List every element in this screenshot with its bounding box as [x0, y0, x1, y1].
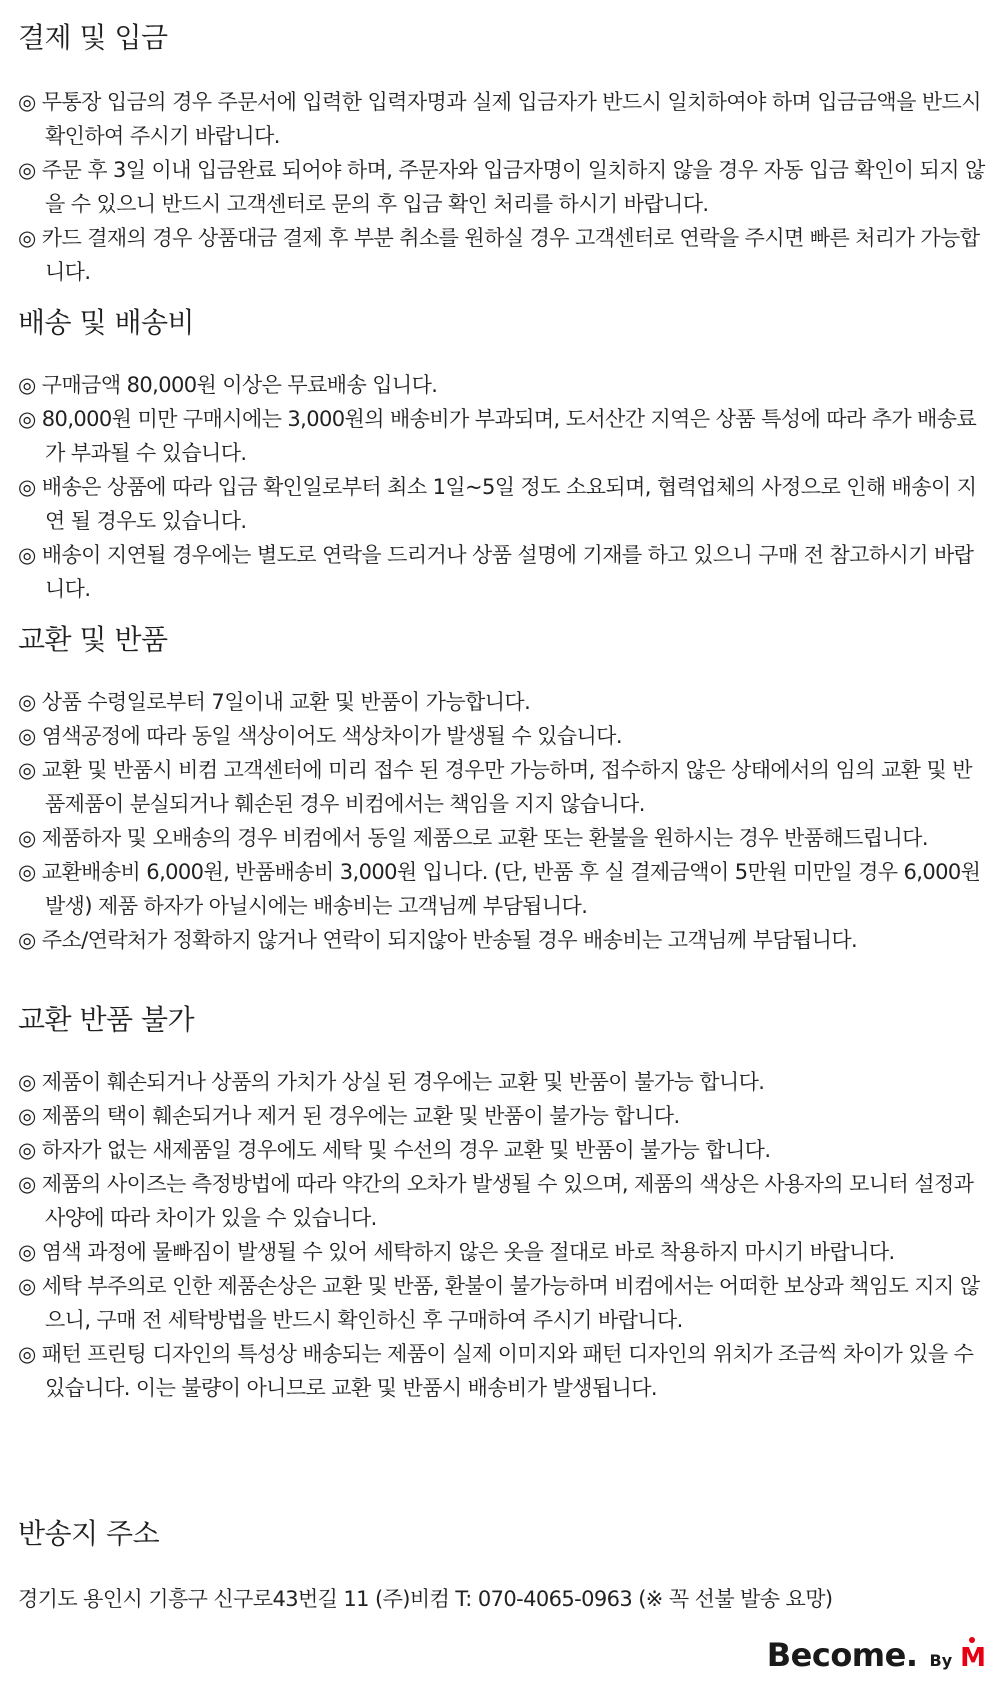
section-payment [18, 20, 986, 284]
section-no-exchange [18, 1002, 986, 1400]
section-exchange [18, 622, 986, 952]
exchange-list [18, 685, 986, 957]
brand-by-text: By [929, 1651, 953, 1670]
list-item: ◎ 제품의 사이즈는 측정방법에 따라 약간의 오차가 발생될 수 있으며, 제품의 색상은 사용자의 모니터 설정과 사양에 따라 차이가 있을 수 있습니다. [18, 1172, 974, 1230]
list-item: ◎ 상품 수령일로부터 7일이내 교환 및 반품이 가능합니다. [18, 690, 531, 714]
section-title-exchange: 교환 및 반품 [18, 623, 168, 656]
section-title-payment: 결제 및 입금 [18, 21, 168, 54]
section-title-no-exchange: 교환 반품 불가 [18, 1003, 195, 1036]
brand-name: Become. [766, 1636, 918, 1674]
list-item: ◎ 주소/연락처가 정확하지 않거나 연락이 되지않아 반송될 경우 배송비는 고객님께 부담됩니다. [18, 928, 858, 952]
section-shipping [18, 305, 986, 601]
list-item: ◎ 무통장 입금의 경우 주문서에 입력한 입력자명과 실제 입금자가 반드시 일치하여야 하며 입금금액을 반드시 확인하여 주시기 바랍니다. [18, 90, 981, 148]
list-item: ◎ 교환 및 반품시 비컴 고객센터에 미리 접수 된 경우만 가능하며, 접수하지 않은 상태에서의 임의 교환 및 반품제품이 분실되거나 훼손된 경우 비컴에서는 책임을 지지 않습니다. [18, 758, 972, 816]
shipping-list [18, 368, 986, 606]
list-item: ◎ 제품하자 및 오배송의 경우 비컴에서 동일 제품으로 교환 또는 환불을 원하시는 경우 반품해드립니다. [18, 826, 928, 850]
list-item: ◎ 하자가 없는 새제품일 경우에도 세탁 및 수선의 경우 교환 및 반품이 불가능 합니다. [18, 1138, 771, 1162]
list-item: ◎ 염색 과정에 물빠짐이 발생될 수 있어 세탁하지 않은 옷을 절대로 바로 착용하지 마시기 바랍니다. [18, 1240, 895, 1264]
section-title-shipping: 배송 및 배송비 [18, 306, 195, 339]
no-exchange-list [18, 1065, 986, 1405]
list-item: ◎ 제품이 훼손되거나 상품의 가치가 상실 된 경우에는 교환 및 반품이 불가능 합니다. [18, 1070, 765, 1094]
list-item: ◎ 80,000원 미만 구매시에는 3,000원의 배송비가 부과되며, 도서산간 지역은 상품 특성에 따라 추가 배송료가 부과될 수 있습니다. [18, 407, 977, 465]
brand-logo [767, 1636, 986, 1676]
list-item: ◎ 배송은 상품에 따라 입금 확인일로부터 최소 1일~5일 정도 소요되며, 협력업체의 사정으로 인해 배송이 지연 될 경우도 있습니다. [18, 475, 977, 533]
brand-mark-letter: M [960, 1643, 986, 1673]
section-return-address [18, 1516, 986, 1552]
list-item: ◎ 제품의 택이 훼손되거나 제거 된 경우에는 교환 및 반품이 불가능 합니다. [18, 1104, 680, 1128]
list-item: ◎ 세탁 부주의로 인한 제품손상은 교환 및 반품, 환불이 불가능하며 비컴에서는 어떠한 보상과 책임도 지지 않으니, 구매 전 세탁방법을 반드시 확인하신 후 구매하여 주시기 바랍니다. [18, 1274, 980, 1332]
list-item: ◎ 주문 후 3일 이내 입금완료 되어야 하며, 주문자와 입금자명이 일치하지 않을 경우 자동 입금 확인이 되지 않을 수 있으니 반드시 고객센터로 문의 후 입금 확인 처리를 하시기 바랍니다. [18, 158, 985, 216]
list-item: ◎ 카드 결재의 경우 상품대금 결제 후 부분 취소를 원하실 경우 고객센터로 연락을 주시면 빠른 처리가 가능합니다. [18, 226, 980, 284]
section-title-return-address: 반송지 주소 [18, 1517, 160, 1550]
list-item: ◎ 패턴 프린팅 디자인의 특성상 배송되는 제품이 실제 이미지와 패턴 디자인의 위치가 조금씩 차이가 있을 수 있습니다. 이는 불량이 아니므로 교환 및 반품시 배송비가 발생됩니다. [18, 1342, 974, 1400]
return-address-text: 경기도 용인시 기흥구 신구로43번길 11 (주)비컴 T: 070-4065-0963 (※ 꼭 선불 발송 요망) [18, 1587, 833, 1611]
list-item: ◎ 구매금액 80,000원 이상은 무료배송 입니다. [18, 373, 438, 397]
list-item: ◎ 배송이 지연될 경우에는 별도로 연락을 드리거나 상품 설명에 기재를 하고 있으니 구매 전 참고하시기 바랍니다. [18, 543, 974, 601]
brand-mark-icon [960, 1643, 986, 1673]
list-item: ◎ 교환배송비 6,000원, 반품배송비 3,000원 입니다. (단, 반품 후 실 결제금액이 5만원 미만일 경우 6,000원 발생) 제품 하자가 아닐시에는 배송비는 고객님께 부담됩니다. [18, 860, 981, 918]
payment-list [18, 85, 986, 289]
list-item: ◎ 염색공정에 따라 동일 색상이어도 색상차이가 발생될 수 있습니다. [18, 724, 622, 748]
